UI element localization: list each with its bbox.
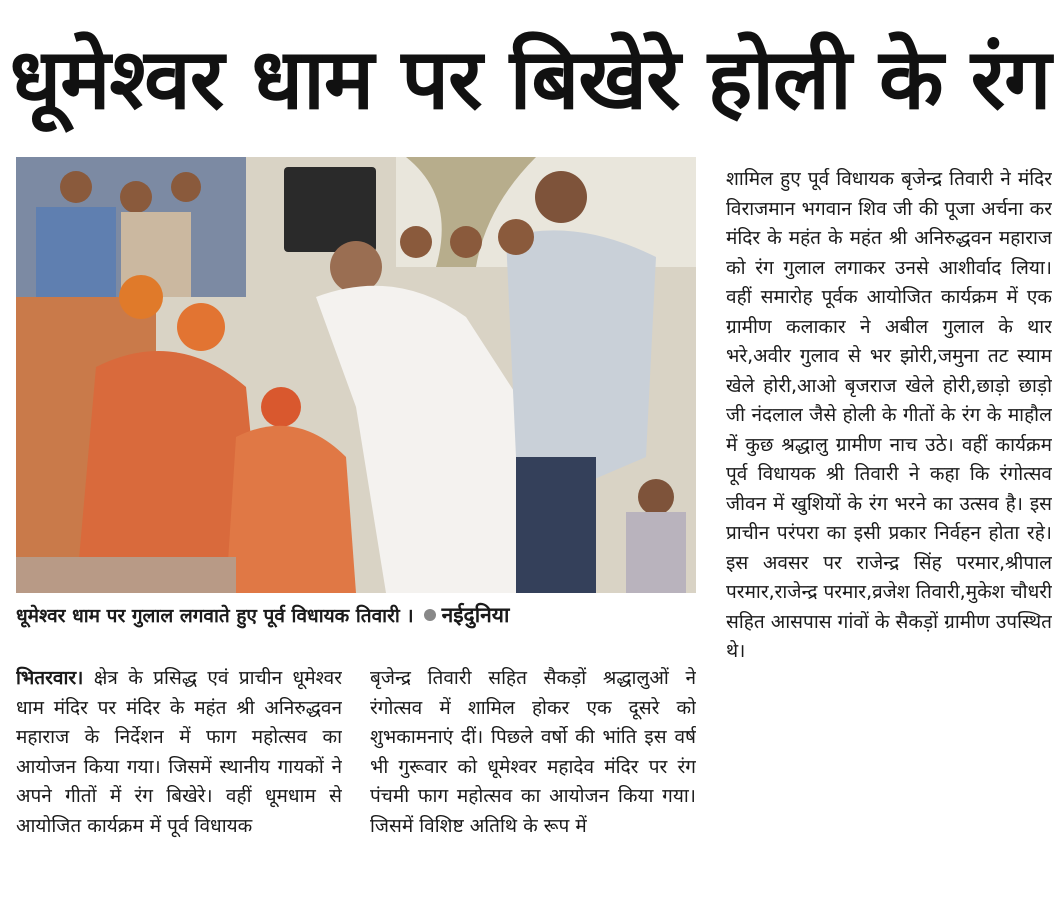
column-1-text: क्षेत्र के प्रसिद्ध एवं प्राचीन धूमेश्वर धाम मंदिर पर मंदिर के महंत श्री अनिरुद्धवन महाराज के निर्देशन में फाग महोत्सव का आयोजन किया गया। जिसमें स्थानीय गायकों ने अपने गीतों में रंग बिखेरे। वहीं धूमधाम से आयोजित कार्यक्रम में पूर्व विधायक bbox=[16, 667, 342, 837]
caption-brand: नईदुनिया bbox=[441, 603, 510, 627]
news-photo bbox=[16, 157, 696, 593]
bullet-icon bbox=[424, 609, 436, 621]
article-column-1 bbox=[16, 664, 342, 914]
caption-text: धूमेश्वर धाम पर गुलाल लगवाते हुए पूर्व विधायक तिवारी । bbox=[16, 605, 414, 627]
photo-illustration bbox=[16, 157, 696, 593]
dateline: भितरवार। bbox=[16, 667, 84, 689]
article-column-2 bbox=[370, 664, 696, 914]
photo-caption bbox=[16, 600, 706, 630]
column-3-text: शामिल हुए पूर्व विधायक बृजेन्द्र तिवारी ने मंदिर विराजमान भगवान शिव जी की पूजा अर्चना कर मंदिर के महंत के महंत श्री अनिरुद्धवन महाराज को रंग गुलाल लगाकर उनसे आशीर्वाद लिया। वहीं समारोह पूर्वक आयोजित कार्यक्रम में एक ग्रामीण कलाकार ने अबील गुलाल के थार भरे,अवीर गुलाव से भर झोरी,जमुना तट स्याम खेले होरी,आओ बृजराज खेले होरी,छाड़ो छाड़ो जी नंदलाल जैसे होली के गीतों के रंग के माहौल में कुछ श्रद्धालु ग्रामीण नाच उठे। वहीं कार्यक्रम पूर्व विधायक श्री तिवारी ने कहा कि रंगोत्सव जीवन में खुशियों के रंग भरने का उत्सव है। इस प्राचीन परंपरा का इसी प्रकार निर्वहन होता रहे। इस अवसर पर राजेन्द्र सिंह परमार,श्रीपाल परमार,राजेन्द्र परमार,व्रजेश तिवारी,मुकेश चौधरी सहित आसपास गांवों के सैकड़ों ग्रामीण उपस्थित थे। bbox=[726, 168, 1052, 662]
article-column-3 bbox=[726, 165, 1052, 915]
column-2-text: बृजेन्द्र तिवारी सहित सैकड़ों श्रद्धालुओं ने रंगोत्सव में शामिल होकर एक दूसरे को शुभकामनाएं दीं। पिछले वर्षो की भांति इस वर्ष भी गुरूवार को धूमेश्वर महादेव मंदिर पर रंग पंचमी फाग महोत्सव का आयोजन किया गया। जिसमें विशिष्ट अतिथि के रूप में bbox=[370, 667, 696, 837]
headline: धूमेश्वर धाम पर बिखेरे होली के रंग bbox=[9, 29, 1051, 128]
